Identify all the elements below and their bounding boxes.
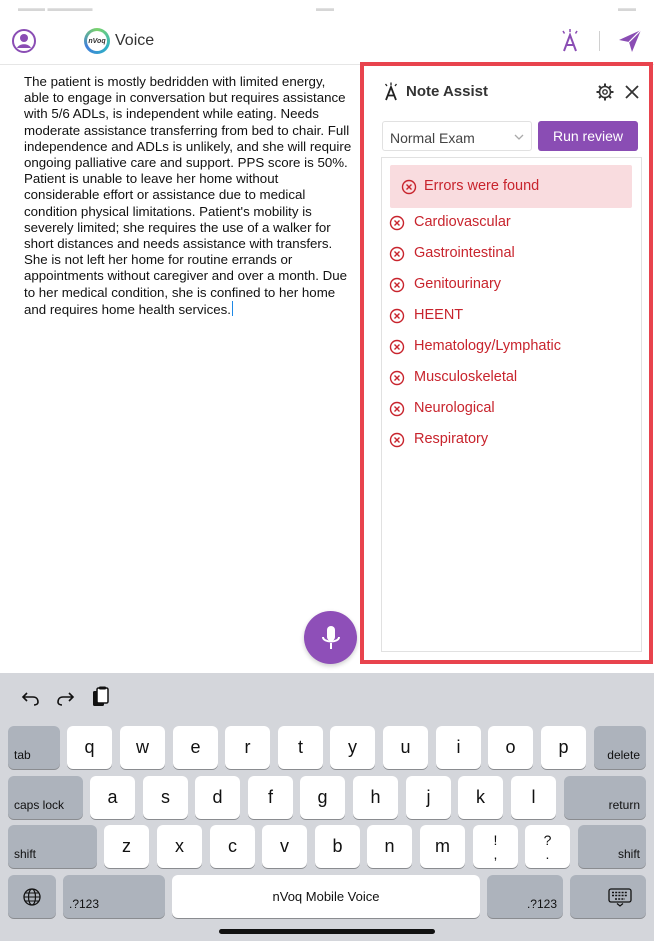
key-q[interactable]: q xyxy=(67,726,112,769)
key-o[interactable]: o xyxy=(488,726,533,769)
key-top-label: ? xyxy=(543,831,552,848)
paste-icon[interactable] xyxy=(89,686,111,708)
exam-type-value: Normal Exam xyxy=(390,130,475,146)
delete-key[interactable] xyxy=(594,726,646,769)
result-item-heent[interactable] xyxy=(389,305,629,327)
globe-key[interactable] xyxy=(8,875,56,918)
mic-button[interactable] xyxy=(304,611,357,664)
undo-icon[interactable] xyxy=(20,687,42,709)
result-item-neurological[interactable] xyxy=(389,398,629,420)
logo-text: nVoq xyxy=(87,31,107,51)
key-l[interactable]: l xyxy=(511,776,556,819)
globe-icon xyxy=(22,887,42,907)
result-label: Musculoskeletal xyxy=(414,369,518,385)
key-question-period[interactable] xyxy=(525,825,570,868)
keyboard-hide-icon xyxy=(608,887,632,907)
key-z[interactable]: z xyxy=(104,825,149,868)
result-item-cardiovascular[interactable] xyxy=(389,212,629,234)
result-item-hematology[interactable] xyxy=(389,336,629,358)
error-banner xyxy=(390,165,632,208)
return-key-label: return xyxy=(608,798,640,812)
panel-title: Note Assist xyxy=(406,83,488,100)
status-bar xyxy=(0,0,654,16)
note-editor[interactable] xyxy=(24,74,352,318)
key-d[interactable]: d xyxy=(195,776,240,819)
key-y[interactable]: y xyxy=(330,726,375,769)
return-key[interactable] xyxy=(564,776,646,819)
key-x[interactable]: x xyxy=(157,825,202,868)
error-icon xyxy=(389,401,405,417)
key-bottom-label: , xyxy=(493,845,498,862)
key-bottom-label: . xyxy=(545,845,550,862)
on-screen-keyboard xyxy=(0,673,654,941)
key-m[interactable]: m xyxy=(420,825,465,868)
header-divider xyxy=(599,31,600,51)
result-item-musculoskeletal[interactable] xyxy=(389,367,629,389)
home-indicator xyxy=(219,929,435,934)
status-battery: ▬▬ xyxy=(618,3,636,13)
error-icon xyxy=(389,339,405,355)
note-text: The patient is mostly bedridden with limited energy, able to engage in conversation but requires assistance with 5/6 ADLs, is independent while eating. Needs moderate assistance transferring from bed to chair. Full independence and ADLs is unlikely, and she will require ongoing palliative care and support. PPS score is 50%. Patient is unable to leave her home without considerable effort or assistance due to medical condition physical limitations. Patient's mobility is severely limited; she requires the use of a walker for short distances and needs assistance with transfers. She is not left her home for routine errands or appointments without caregiver and over a month. Due to her medical condition, she is confined to her home and requires home health services. xyxy=(24,74,352,317)
app-header xyxy=(0,20,654,64)
caps-lock-label: caps lock xyxy=(14,798,65,812)
key-s[interactable]: s xyxy=(143,776,188,819)
status-time: ▬▬▬ ▬▬▬▬▬ xyxy=(18,3,93,13)
numbers-key-right[interactable] xyxy=(487,875,563,918)
key-i[interactable]: i xyxy=(436,726,481,769)
text-caret xyxy=(232,301,234,316)
key-j[interactable]: j xyxy=(406,776,451,819)
close-icon[interactable] xyxy=(622,82,642,102)
key-w[interactable]: w xyxy=(120,726,165,769)
error-icon xyxy=(389,308,405,324)
error-icon xyxy=(389,370,405,386)
hide-keyboard-key[interactable] xyxy=(570,875,646,918)
caps-lock-key[interactable] xyxy=(8,776,83,819)
status-center: ▬▬ xyxy=(316,3,334,13)
key-top-label: ! xyxy=(493,831,498,848)
nvoq-logo xyxy=(84,28,110,54)
error-icon xyxy=(389,432,405,448)
user-circle-icon[interactable] xyxy=(11,28,37,54)
microphone-icon xyxy=(319,624,343,652)
key-exclaim-comma[interactable] xyxy=(473,825,518,868)
error-banner-text: Errors were found xyxy=(424,178,540,194)
numbers-label: .?123 xyxy=(526,897,557,911)
key-g[interactable]: g xyxy=(300,776,345,819)
result-label: Cardiovascular xyxy=(414,214,511,230)
result-label: Gastrointestinal xyxy=(414,245,515,261)
key-t[interactable]: t xyxy=(278,726,323,769)
redo-icon[interactable] xyxy=(54,687,76,709)
result-label: Genitourinary xyxy=(414,276,502,292)
error-icon xyxy=(389,215,405,231)
shift-right-key[interactable] xyxy=(578,825,646,868)
note-assist-icon xyxy=(381,82,401,102)
delete-key-label: delete xyxy=(607,748,640,762)
space-bar[interactable]: nVoq Mobile Voice xyxy=(172,875,480,918)
result-item-genitourinary[interactable] xyxy=(389,274,629,296)
shift-label: shift xyxy=(617,847,640,861)
key-b[interactable]: b xyxy=(315,825,360,868)
key-c[interactable]: c xyxy=(210,825,255,868)
error-icon xyxy=(389,277,405,293)
key-h[interactable]: h xyxy=(353,776,398,819)
result-label: Neurological xyxy=(414,400,495,416)
brand xyxy=(84,28,154,54)
tab-key[interactable] xyxy=(8,726,60,769)
note-assist-icon[interactable] xyxy=(557,28,583,54)
chevron-down-icon xyxy=(513,131,525,143)
shift-label: shift xyxy=(14,847,37,861)
gear-icon[interactable] xyxy=(595,82,615,102)
key-e[interactable]: e xyxy=(173,726,218,769)
key-f[interactable]: f xyxy=(248,776,293,819)
key-n[interactable]: n xyxy=(367,825,412,868)
exam-type-select[interactable] xyxy=(382,121,532,151)
key-v[interactable]: v xyxy=(262,825,307,868)
key-u[interactable]: u xyxy=(383,726,428,769)
result-label: HEENT xyxy=(414,307,464,323)
dual-label xyxy=(544,833,552,861)
result-item-respiratory[interactable] xyxy=(389,429,629,451)
note-assist-header xyxy=(381,80,643,104)
app-name: Voice xyxy=(115,32,155,49)
numbers-key-left[interactable] xyxy=(63,875,165,918)
result-label: Hematology/Lymphatic xyxy=(414,338,561,354)
shift-left-key[interactable] xyxy=(8,825,97,868)
send-icon[interactable] xyxy=(616,27,644,55)
dual-label xyxy=(494,833,498,861)
error-icon xyxy=(389,246,405,262)
run-review-button[interactable]: Run review xyxy=(538,121,638,151)
tab-key-label: tab xyxy=(14,748,31,762)
key-a[interactable]: a xyxy=(90,776,135,819)
error-icon xyxy=(401,179,417,195)
result-label: Respiratory xyxy=(414,431,489,447)
numbers-label: .?123 xyxy=(69,897,100,911)
key-p[interactable]: p xyxy=(541,726,586,769)
key-k[interactable]: k xyxy=(458,776,503,819)
result-item-gastrointestinal[interactable] xyxy=(389,243,629,265)
key-r[interactable]: r xyxy=(225,726,270,769)
